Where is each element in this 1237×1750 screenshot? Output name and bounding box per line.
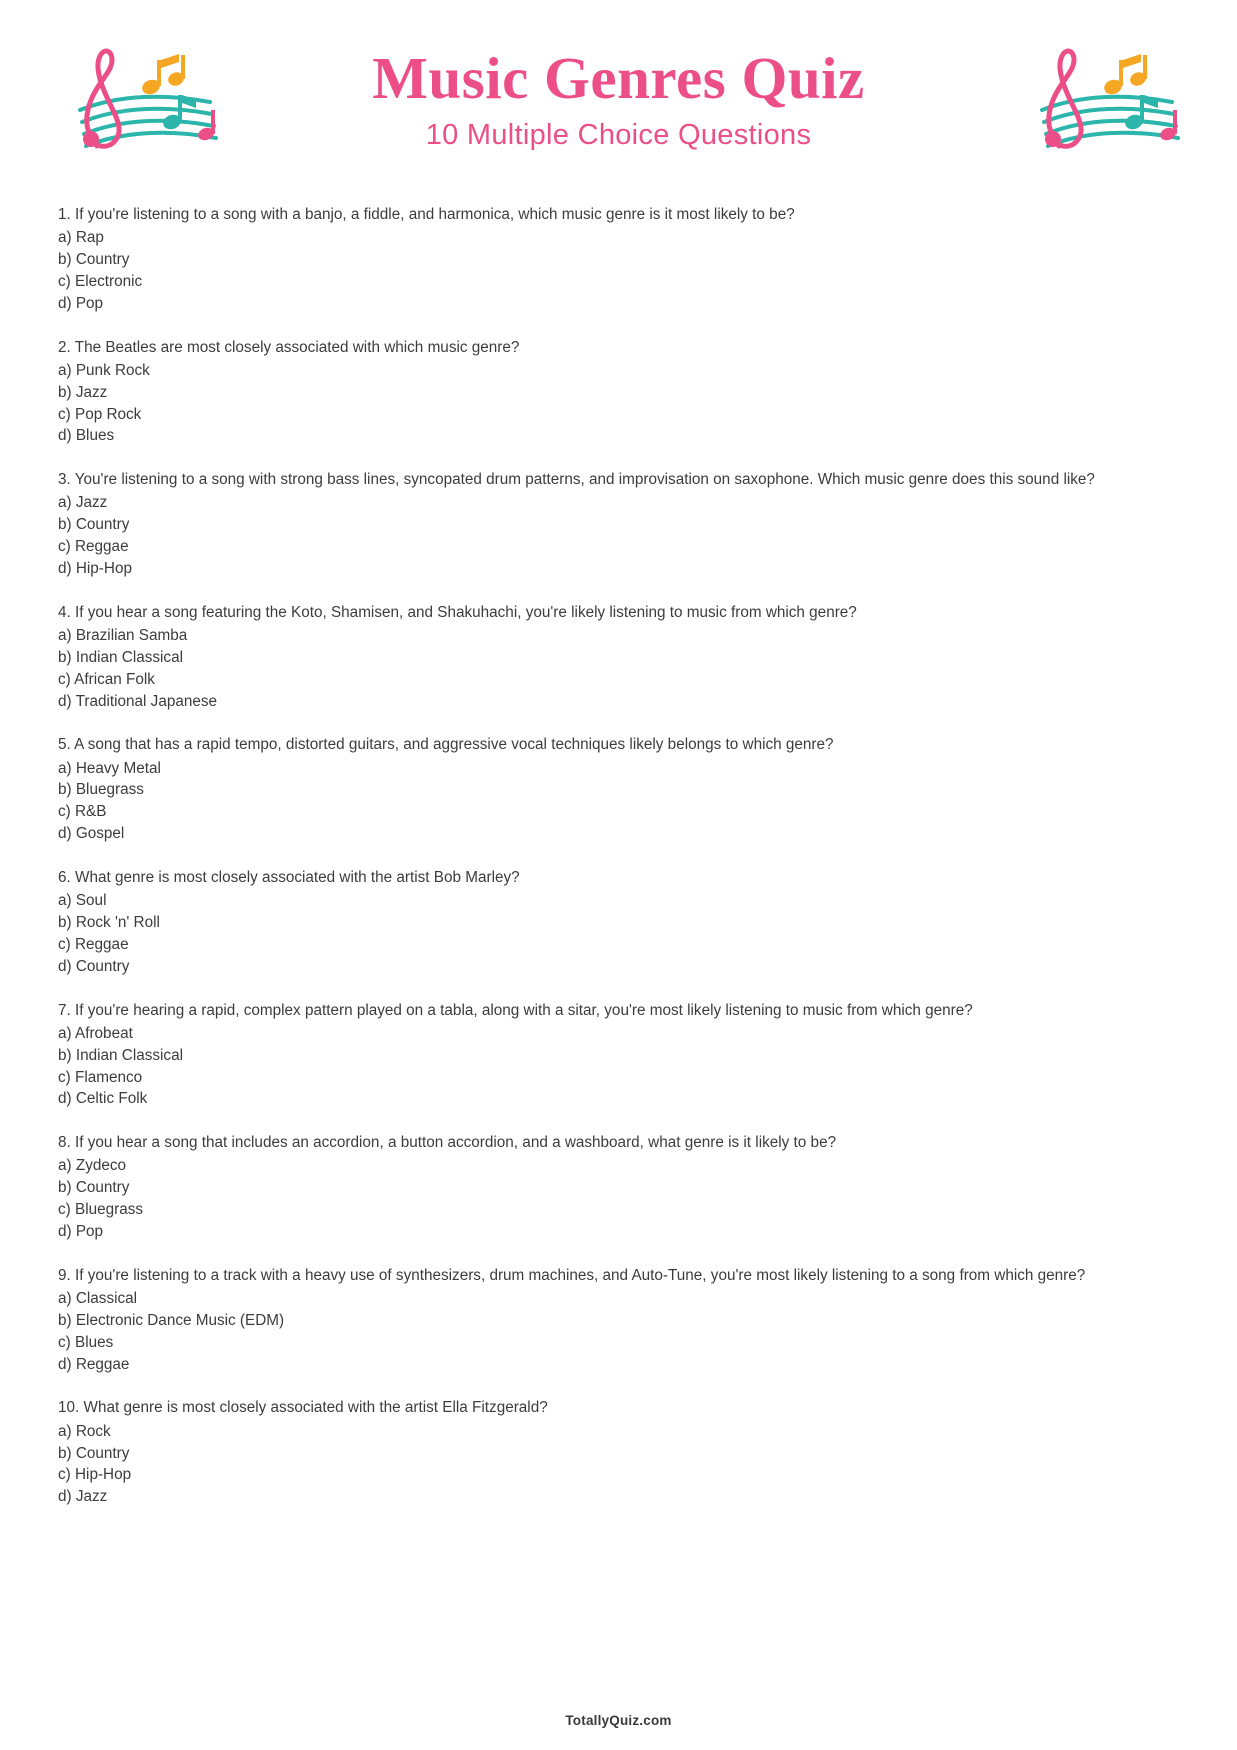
question-block [58,602,1179,713]
answer-option[interactable]: b) Bluegrass [58,781,144,799]
answer-option[interactable]: b) Rock 'n' Roll [58,914,160,932]
question-text: 1. If you're listening to a song with a banjo, a fiddle, and harmonica, which music genre is it most likely to be? [58,206,795,223]
questions-list [0,190,1237,1508]
answer-option[interactable]: d) Hip-Hop [58,559,132,577]
answer-option[interactable]: d) Gospel [58,825,125,843]
answer-option[interactable]: a) Jazz [58,494,108,512]
question-text: 4. If you hear a song featuring the Koto, Shamisen, and Shakuhachi, you're likely listening to music from which genre? [58,603,857,621]
question-block [58,337,1179,448]
answer-option[interactable]: d) Pop [58,1223,104,1241]
answer-option[interactable]: b) Electronic Dance Music (EDM) [58,1311,285,1329]
answer-option[interactable]: c) Bluegrass [58,1201,144,1219]
answer-option[interactable]: b) Jazz [58,383,108,401]
page-subtitle: 10 Multiple Choice Questions [425,119,812,152]
answer-option[interactable]: b) Country [58,516,130,534]
answer-option[interactable]: c) Flamenco [58,1068,143,1086]
music-notes-staff-icon [50,38,225,158]
question-text: 9. If you're listening to a track with a heavy use of synthesizers, drum machines, and Auto-Tune, you're most likely listening to a song from which genre? [58,1266,1086,1284]
answer-option[interactable]: c) Pop Rock [58,405,142,423]
question-text: 6. What genre is most closely associated with the artist Bob Marley? [58,869,520,887]
page-title: Music Genres Quiz [372,44,865,111]
music-notes-staff-icon [1012,38,1187,158]
question-block [58,1000,1179,1111]
answer-option[interactable]: c) R&B [58,803,107,821]
answer-option[interactable]: a) Heavy Metal [58,759,161,777]
answer-option[interactable]: c) Electronic [58,272,143,290]
answer-option[interactable]: b) Indian Classical [58,1046,183,1064]
answer-option[interactable]: d) Celtic Folk [58,1090,148,1108]
answer-option[interactable]: c) Reggae [58,538,129,556]
question-block [58,867,1179,978]
answer-option[interactable]: a) Punk Rock [58,361,150,379]
answer-option[interactable]: c) Reggae [58,935,129,953]
question-block [58,469,1179,580]
question-text: 10. What genre is most closely associated with the artist Ella Fitzgerald? [58,1399,548,1417]
question-block [58,734,1179,845]
question-text: 3. You're listening to a song with strong bass lines, syncopated drum patterns, and improvisation on saxophone. Which music genre does this sound like? [58,471,1095,489]
footer-site-name: TotallyQuiz.com [565,1713,672,1728]
answer-option[interactable]: a) Brazilian Samba [58,627,188,644]
answer-option[interactable]: a) Rock [58,1422,111,1440]
question-text: 5. A song that has a rapid tempo, distorted guitars, and aggressive vocal techniques likely belongs to which genre? [58,736,834,754]
title-block [372,44,865,153]
answer-option[interactable]: a) Zydeco [58,1157,127,1175]
answer-option[interactable]: c) Hip-Hop [58,1466,132,1484]
answer-option[interactable]: a) Classical [58,1290,138,1308]
answer-option[interactable]: b) Indian Classical [58,648,183,666]
answer-option[interactable]: c) African Folk [58,670,155,688]
answer-option[interactable]: b) Country [58,1179,130,1197]
answer-option[interactable]: d) Traditional Japanese [58,692,218,710]
question-text: 2. The Beatles are most closely associated with which music genre? [58,338,520,356]
answer-option[interactable]: d) Blues [58,427,115,445]
question-block [58,1265,1179,1376]
question-block [58,1132,1179,1243]
question-block [58,1397,1179,1508]
answer-option[interactable]: c) Blues [58,1333,114,1351]
question-text: 8. If you hear a song that includes an accordion, a button accordion, and a washboard, what genre is it likely to be? [58,1134,837,1152]
answer-option[interactable]: d) Pop [58,294,104,312]
question-text: 7. If you're hearing a rapid, complex pattern played on a tabla, along with a sitar, you're most likely listening to music from which genre? [58,1001,973,1019]
answer-option[interactable]: d) Jazz [58,1488,108,1506]
answer-option[interactable]: a) Rap [58,229,104,247]
answer-option[interactable]: a) Afrobeat [58,1024,133,1042]
answer-option[interactable]: b) Country [58,251,130,269]
answer-option[interactable]: a) Soul [58,892,107,910]
answer-option[interactable]: b) Country [58,1444,130,1462]
answer-option[interactable]: d) Reggae [58,1355,130,1373]
answer-option[interactable]: d) Country [58,957,130,975]
page-header [0,0,1237,190]
question-block [58,204,1179,315]
